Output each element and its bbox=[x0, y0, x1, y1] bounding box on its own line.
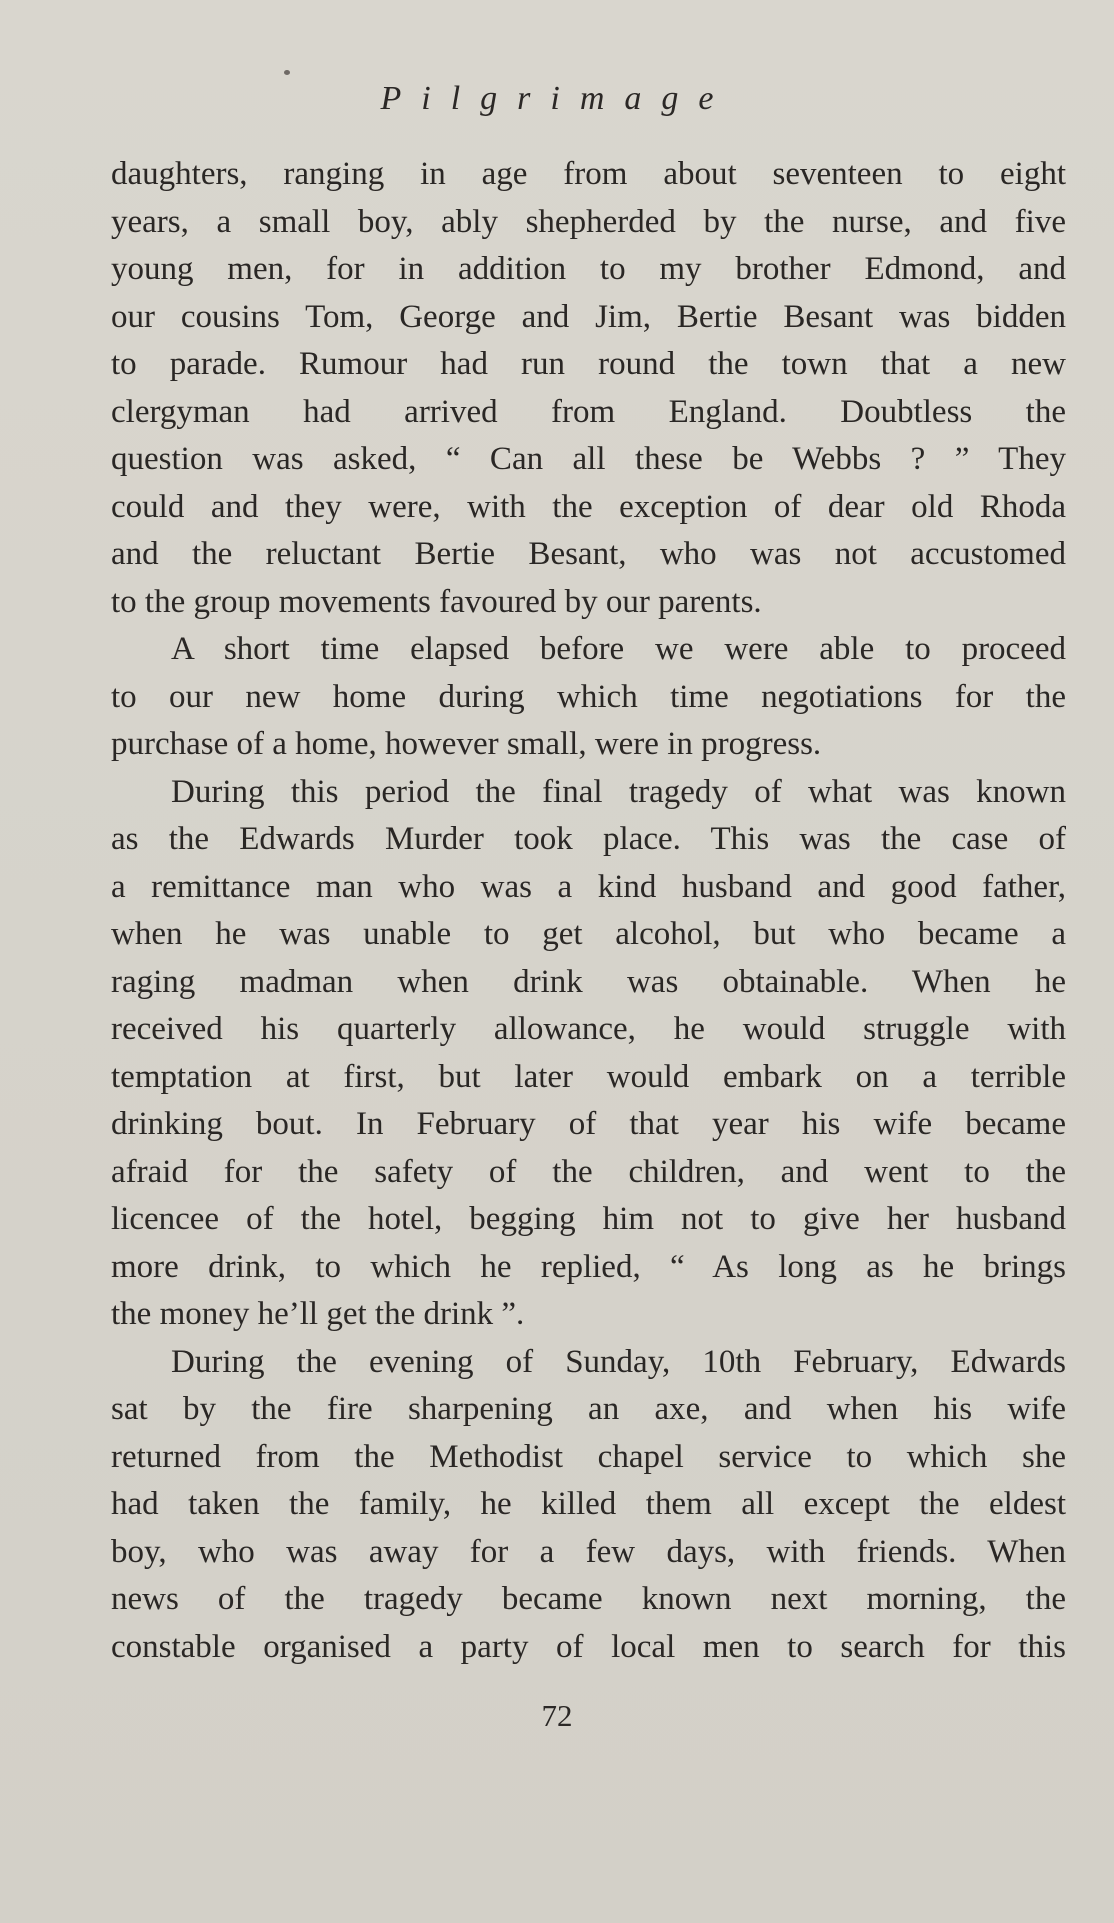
text-line: could and they were, with the exception of dear old Rhoda bbox=[111, 488, 1066, 525]
text-line: as the Edwards Murder took place. This was the case of bbox=[111, 821, 1066, 857]
text-line: more drink, to which he replied, “ As long as he brings bbox=[111, 1248, 1066, 1285]
text-line: constable organised a party of local men to search for this bbox=[111, 1628, 1066, 1665]
text-line: returned from the Methodist chapel service to which she bbox=[111, 1438, 1066, 1475]
text-line: drinking bout. In February of that year his wife became bbox=[111, 1106, 1066, 1142]
text-line: boy, who was away for a few days, with friends. When bbox=[111, 1533, 1066, 1570]
text-line: question was asked, “ Can all these be Webbs ? ” They bbox=[111, 441, 1066, 477]
text-line: to the group movements favoured by our parents. bbox=[111, 583, 762, 620]
text-line: raging madman when drink was obtainable. When he bbox=[111, 963, 1066, 1000]
running-head: Pilgrimage bbox=[380, 80, 734, 117]
text-line: temptation at first, but later would embark on a terrible bbox=[111, 1058, 1066, 1095]
text-line: years, a small boy, ably shepherded by the nurse, and five bbox=[111, 203, 1066, 240]
text-line: received his quarterly allowance, he would struggle with bbox=[111, 1011, 1066, 1047]
ink-speck bbox=[284, 70, 290, 75]
text-line: purchase of a home, however small, were in progress. bbox=[111, 726, 822, 762]
text-line: daughters, ranging in age from about seventeen to eight bbox=[111, 156, 1066, 192]
text-line: A short time elapsed before we were able to proceed bbox=[171, 631, 1066, 667]
page-number: 72 bbox=[541, 1698, 573, 1733]
body-text bbox=[111, 151, 1066, 1671]
text-line: During the evening of Sunday, 10th February, Edwards bbox=[171, 1343, 1066, 1380]
text-line: when he was unable to get alcohol, but who became a bbox=[111, 916, 1066, 952]
text-line: afraid for the safety of the children, and went to the bbox=[111, 1153, 1066, 1190]
text-line: clergyman had arrived from England. Doubtless the bbox=[111, 393, 1066, 430]
text-line: sat by the fire sharpening an axe, and when his wife bbox=[111, 1391, 1066, 1427]
text-line: During this period the final tragedy of what was known bbox=[171, 773, 1066, 810]
text-line: licencee of the hotel, begging him not to give her husband bbox=[111, 1201, 1066, 1237]
text-line: to parade. Rumour had run round the town that a new bbox=[111, 346, 1066, 382]
text-line: the money he’ll get the drink ”. bbox=[111, 1296, 525, 1332]
text-line: had taken the family, he killed them all except the eldest bbox=[111, 1486, 1066, 1522]
text-line: young men, for in addition to my brother Edmond, and bbox=[111, 251, 1066, 287]
text-line: to our new home during which time negotiations for the bbox=[111, 678, 1066, 715]
text-line: a remittance man who was a kind husband and good father, bbox=[111, 868, 1066, 905]
text-line: news of the tragedy became known next morning, the bbox=[111, 1581, 1066, 1617]
text-line: our cousins Tom, George and Jim, Bertie Besant was bidden bbox=[111, 298, 1066, 335]
text-line: and the reluctant Bertie Besant, who was not accustomed bbox=[111, 536, 1066, 572]
